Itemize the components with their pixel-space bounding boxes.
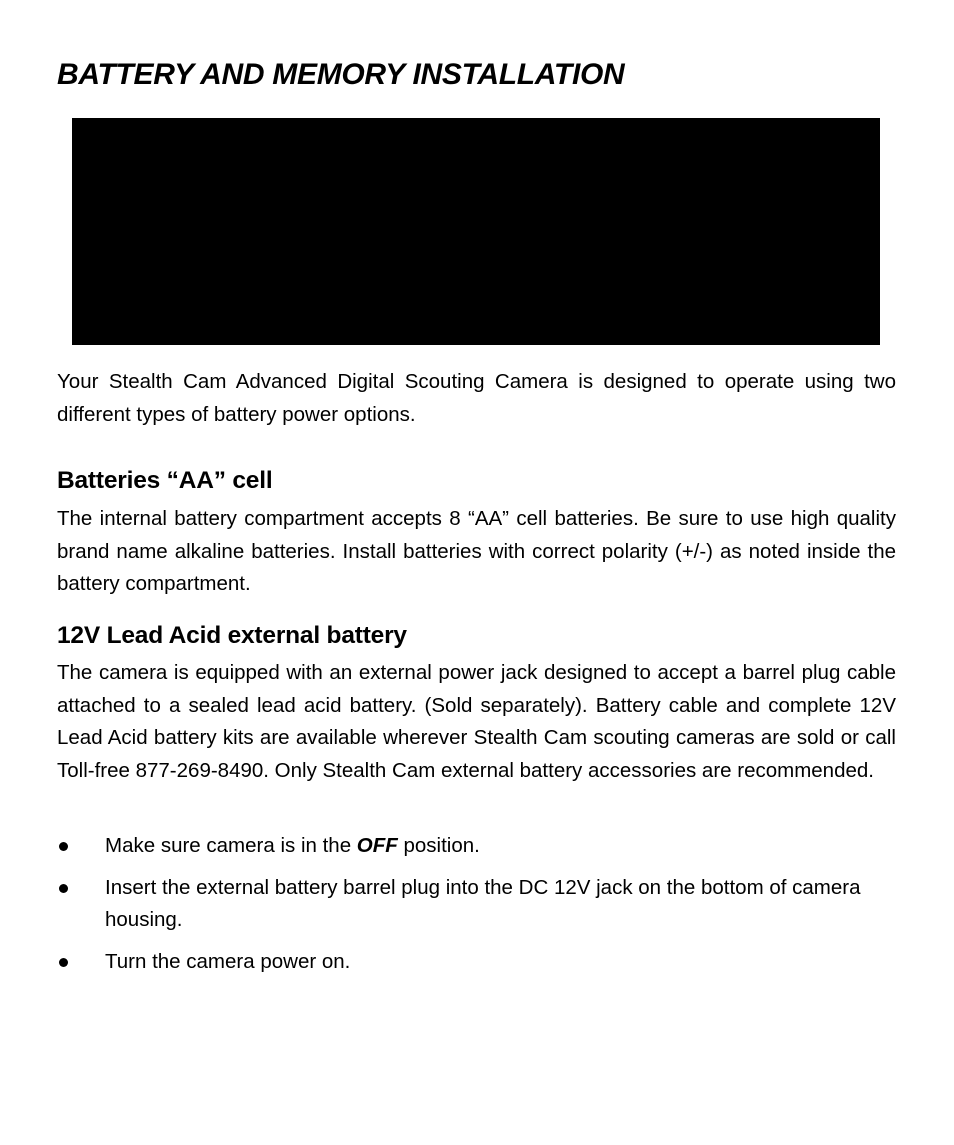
installation-steps-list xyxy=(57,830,896,987)
step-text: Turn the camera power on. xyxy=(105,949,351,973)
list-item xyxy=(57,872,896,937)
section-heading-aa-batteries: Batteries “AA” cell xyxy=(57,467,273,494)
step-text: Insert the external battery barrel plug into the DC 12V jack on the bottom of camera housing. xyxy=(105,875,861,931)
list-item xyxy=(57,830,896,863)
intro-paragraph: Your Stealth Cam Advanced Digital Scouting Camera is designed to operate using two different types of battery power options. xyxy=(57,370,896,426)
step-text-before: Make sure camera is in the xyxy=(105,834,357,857)
bullet-icon xyxy=(59,842,68,851)
installation-photo xyxy=(72,118,880,345)
step-text-after: position. xyxy=(397,834,480,857)
page-title: BATTERY AND MEMORY INSTALLATION xyxy=(57,58,625,91)
section-heading-12v-battery: 12V Lead Acid external battery xyxy=(57,622,407,649)
bullet-icon xyxy=(59,958,68,967)
step-emphasis-off: OFF xyxy=(356,834,398,857)
12v-battery-paragraph: The camera is equipped with an external power jack designed to accept a barrel plug cable attached to a sealed lead acid battery. (Sold separately). Battery cable and complete 12V Lead Acid battery kits are available wherever Stealth Cam scouting cameras are sold or call Toll-free 877-269-8490. Only Stealth Cam external battery accessories are recommended. xyxy=(57,661,896,782)
list-item xyxy=(57,946,896,979)
aa-batteries-paragraph: The internal battery compartment accepts 8 “AA” cell batteries. Be sure to use high quality brand name alkaline batteries. Install batteries with correct polarity (+/-) as noted inside the battery compartment. xyxy=(57,507,896,595)
bullet-icon xyxy=(59,884,68,893)
